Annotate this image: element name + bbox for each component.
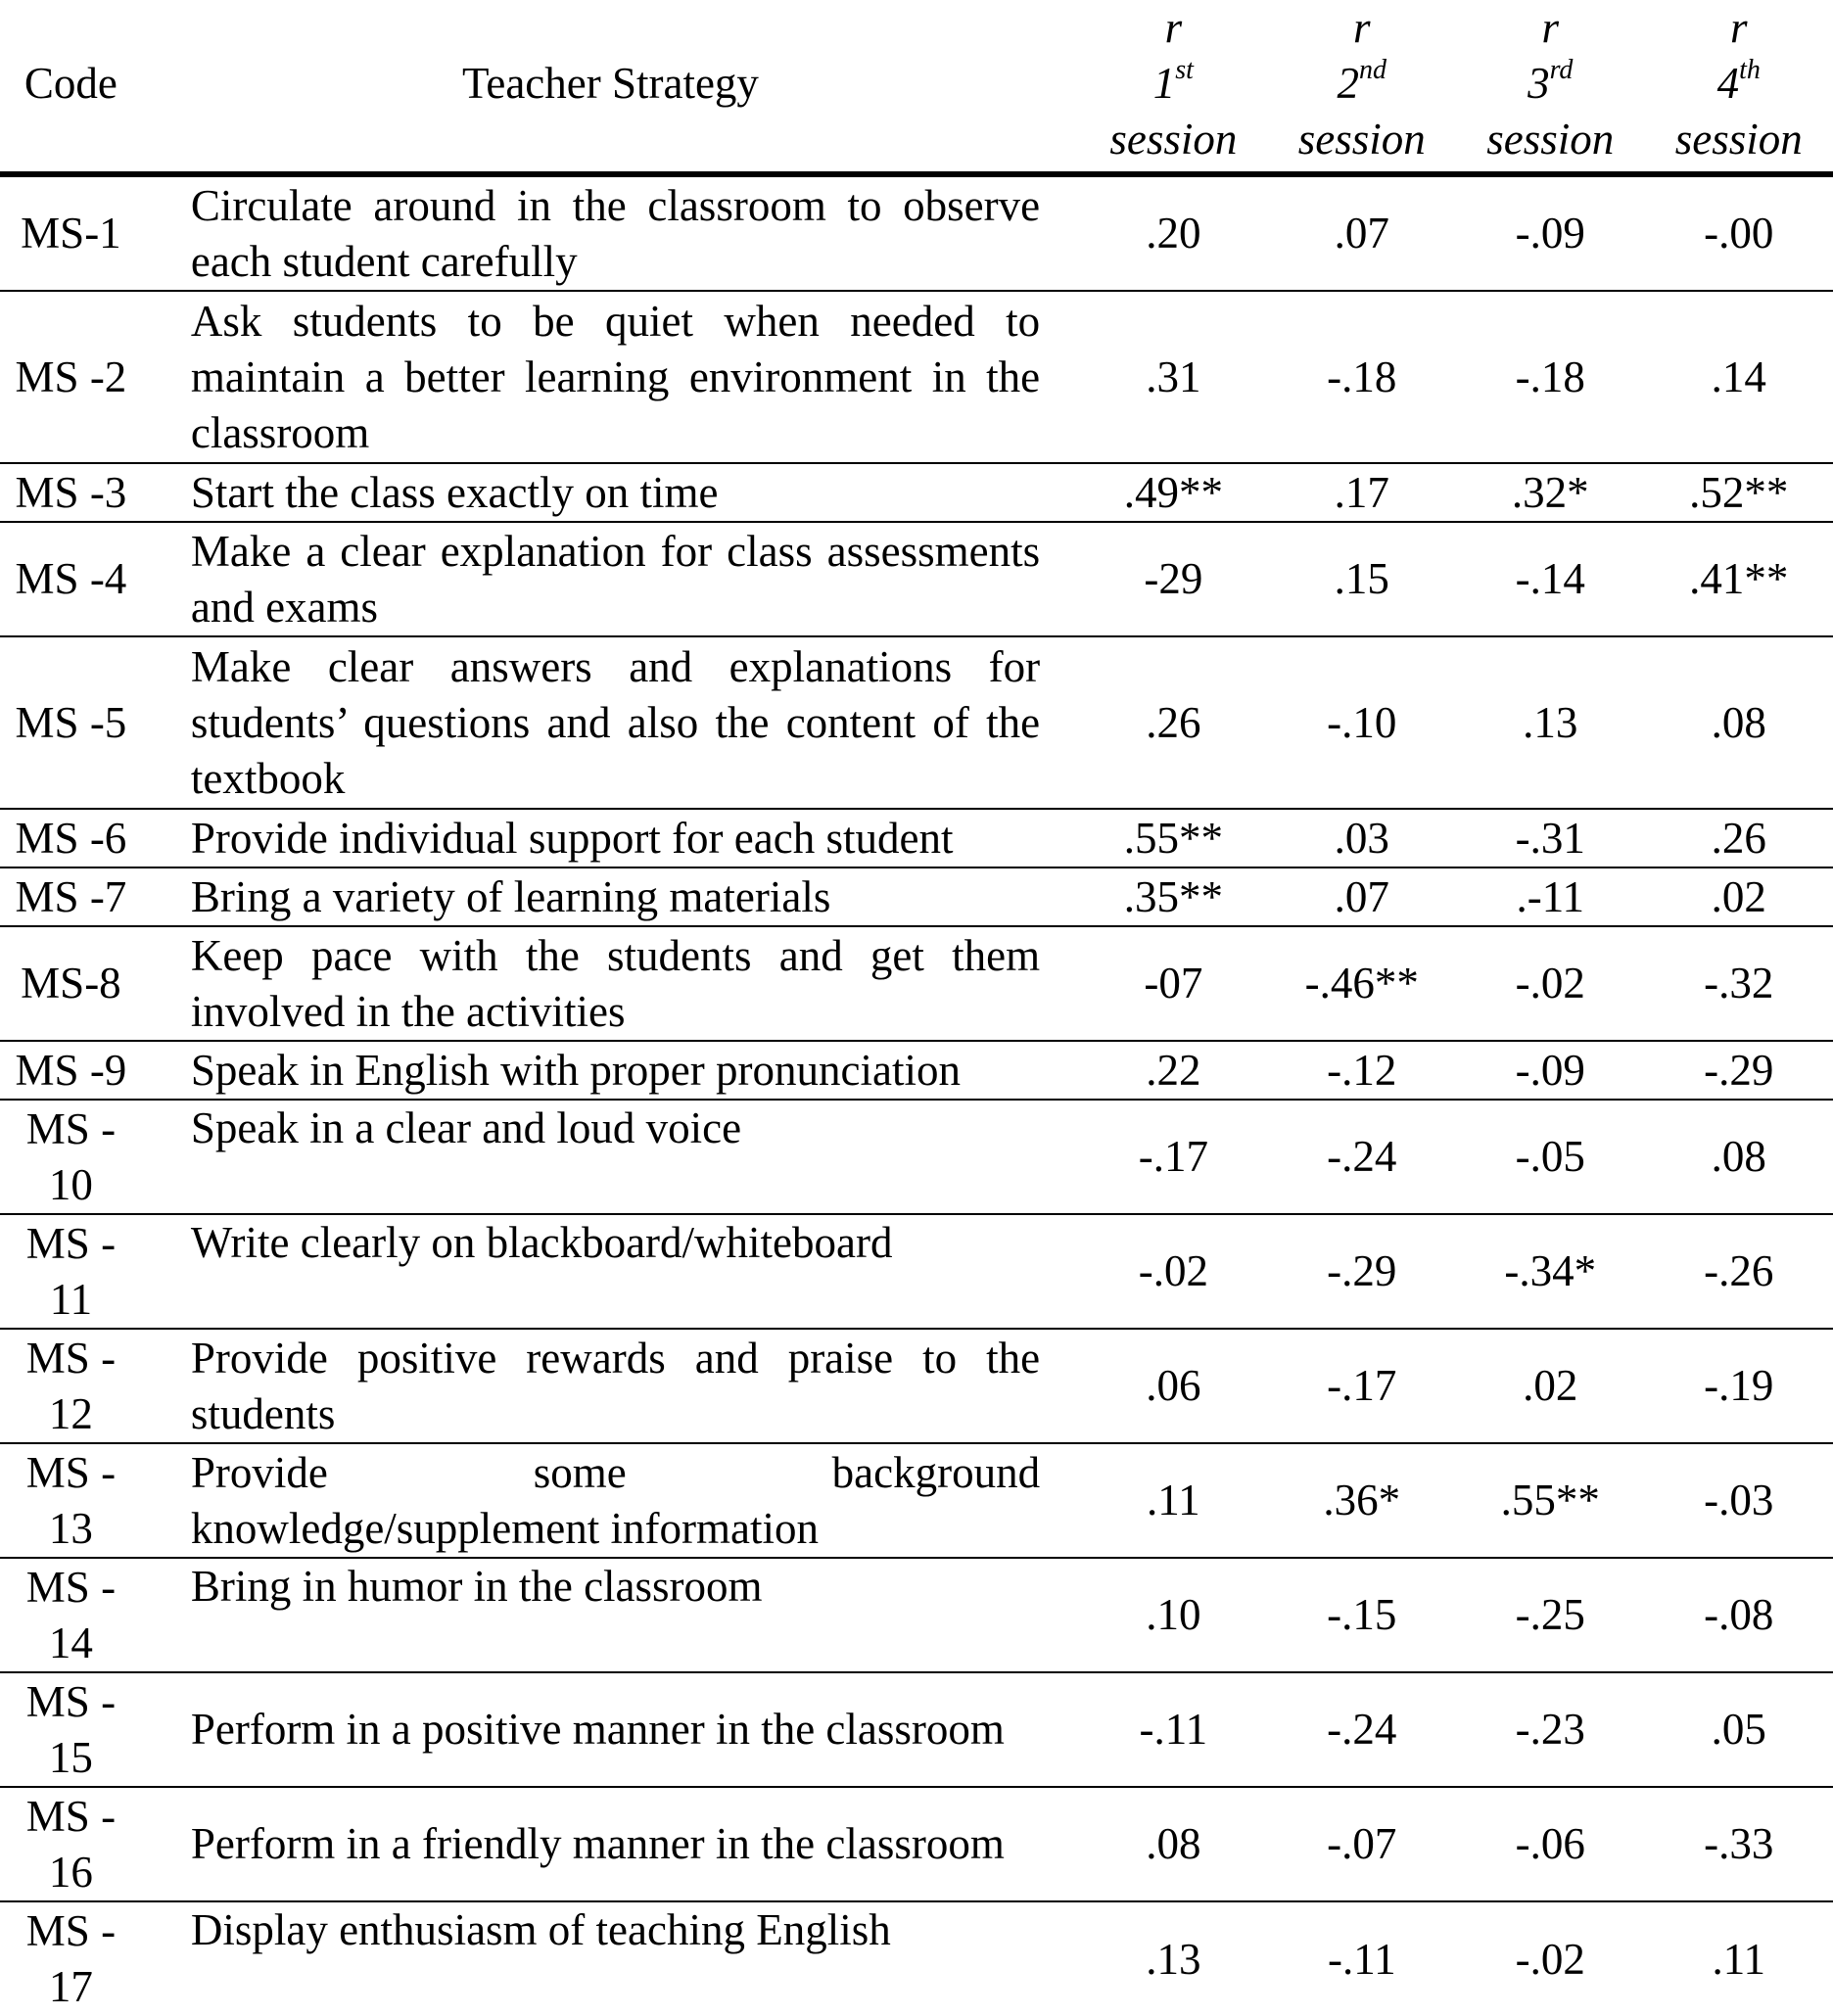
table-row bbox=[0, 636, 1833, 809]
row-value-session-4: -.33 bbox=[1704, 1819, 1774, 1868]
header-ordinal-suffix: rd bbox=[1549, 55, 1574, 85]
row-value-session-4: .26 bbox=[1711, 813, 1766, 863]
row-value-session-2: -.17 bbox=[1327, 1361, 1397, 1410]
header-session-label: session bbox=[1297, 115, 1426, 164]
table-row bbox=[0, 291, 1833, 463]
header-session-label: session bbox=[1109, 115, 1238, 164]
row-value-session-1: -07 bbox=[1144, 959, 1203, 1008]
header-r-symbol: r bbox=[1164, 3, 1183, 52]
row-value-session-1: .22 bbox=[1146, 1045, 1201, 1095]
row-strategy: Keep pace with the students and get them involved in the activities bbox=[190, 930, 1041, 1036]
row-value-session-1: .49** bbox=[1123, 467, 1223, 517]
row-value-session-1: .26 bbox=[1146, 697, 1201, 747]
row-value-session-4: .11 bbox=[1712, 1934, 1766, 1984]
row-value-session-3: .32* bbox=[1511, 467, 1589, 517]
header-session-3 bbox=[1456, 0, 1644, 174]
row-code: MS -3 bbox=[15, 467, 127, 517]
row-value-session-1: .11 bbox=[1147, 1476, 1200, 1524]
table-row bbox=[0, 463, 1833, 522]
row-strategy: Write clearly on blackboard/whiteboard bbox=[190, 1218, 893, 1267]
header-session-number: 2 bbox=[1337, 59, 1360, 108]
row-code: MS -5 bbox=[15, 697, 127, 747]
row-value-session-4: .14 bbox=[1711, 352, 1766, 401]
row-value-session-2: .07 bbox=[1334, 209, 1389, 258]
row-value-session-3: -.05 bbox=[1515, 1132, 1585, 1181]
row-value-session-1: -.17 bbox=[1138, 1132, 1208, 1181]
row-value-session-2: -.46** bbox=[1304, 959, 1419, 1008]
row-value-session-3: .-11 bbox=[1516, 871, 1585, 921]
row-value-session-3: -.09 bbox=[1515, 209, 1585, 258]
row-value-session-1: .35** bbox=[1123, 871, 1223, 921]
table-row bbox=[0, 522, 1833, 636]
row-value-session-3: .55** bbox=[1500, 1476, 1600, 1524]
row-strategy: Bring in humor in the classroom bbox=[190, 1562, 763, 1611]
row-strategy: Speak in a clear and loud voice bbox=[190, 1103, 742, 1152]
row-value-session-4: -.32 bbox=[1704, 959, 1774, 1008]
header-strategy: Teacher Strategy bbox=[462, 59, 759, 108]
header-session-label: session bbox=[1486, 115, 1615, 164]
row-value-session-2: -.15 bbox=[1327, 1590, 1397, 1639]
row-strategy: Perform in a friendly manner in the classroom bbox=[190, 1819, 1005, 1868]
row-code: MS - 12 bbox=[25, 1333, 117, 1438]
row-value-session-2: .36* bbox=[1323, 1476, 1401, 1524]
row-value-session-1: .20 bbox=[1146, 209, 1201, 258]
table-row bbox=[0, 1100, 1833, 1214]
table-row bbox=[0, 1558, 1833, 1672]
row-value-session-2: .03 bbox=[1334, 813, 1389, 863]
row-value-session-1: -29 bbox=[1144, 554, 1203, 603]
row-value-session-2: -.24 bbox=[1327, 1705, 1397, 1754]
row-strategy: Speak in English with proper pronunciation bbox=[190, 1045, 961, 1095]
table-row bbox=[0, 1672, 1833, 1787]
row-value-session-3: -.34* bbox=[1504, 1246, 1597, 1295]
table-row bbox=[0, 1214, 1833, 1329]
row-value-session-3: -.06 bbox=[1515, 1819, 1585, 1868]
row-value-session-3: -.02 bbox=[1515, 1934, 1585, 1984]
table-row bbox=[0, 809, 1833, 867]
row-value-session-2: -.11 bbox=[1328, 1934, 1396, 1984]
row-value-session-4: -.03 bbox=[1704, 1476, 1774, 1524]
table-row bbox=[0, 1329, 1833, 1443]
row-value-session-2: -.18 bbox=[1327, 352, 1397, 401]
row-value-session-4: .41** bbox=[1689, 554, 1789, 603]
row-code: MS - 10 bbox=[25, 1103, 117, 1209]
table-row bbox=[0, 1787, 1833, 1901]
row-value-session-1: -.02 bbox=[1138, 1246, 1208, 1295]
row-value-session-2: -.29 bbox=[1327, 1246, 1397, 1295]
table-row bbox=[0, 1041, 1833, 1100]
header-session-1 bbox=[1079, 0, 1267, 174]
header-ordinal-suffix: st bbox=[1175, 55, 1194, 85]
row-value-session-3: .13 bbox=[1523, 697, 1578, 747]
row-value-session-1: .31 bbox=[1146, 352, 1201, 401]
row-strategy: Provide some background knowledge/supplement information bbox=[190, 1447, 1041, 1553]
header-ordinal-suffix: th bbox=[1739, 55, 1761, 85]
row-value-session-2: .07 bbox=[1334, 871, 1389, 921]
table-row bbox=[0, 174, 1833, 291]
row-value-session-4: .02 bbox=[1711, 871, 1766, 921]
header-code: Code bbox=[24, 59, 118, 108]
header-ordinal-suffix: nd bbox=[1359, 55, 1387, 85]
row-code: MS -4 bbox=[15, 554, 127, 603]
row-code: MS-1 bbox=[21, 209, 121, 258]
row-code: MS - 14 bbox=[25, 1562, 117, 1667]
row-code: MS - 17 bbox=[25, 1906, 117, 2011]
row-code: MS - 15 bbox=[25, 1676, 117, 1782]
header-session-number: 4 bbox=[1716, 59, 1740, 108]
header-session-number: 3 bbox=[1528, 59, 1550, 108]
row-value-session-4: -.19 bbox=[1704, 1361, 1774, 1410]
row-value-session-3: -.09 bbox=[1515, 1045, 1585, 1095]
row-code: MS -7 bbox=[15, 871, 127, 921]
table-row bbox=[0, 1443, 1833, 1558]
row-strategy: Ask students to be quiet when needed to maintain a better learning environment in the classroom bbox=[190, 296, 1041, 457]
row-value-session-1: .13 bbox=[1146, 1934, 1201, 1984]
row-value-session-3: -.14 bbox=[1515, 554, 1585, 603]
row-value-session-2: -.24 bbox=[1327, 1132, 1397, 1181]
row-value-session-1: .08 bbox=[1146, 1819, 1201, 1868]
header-row bbox=[0, 0, 1833, 174]
row-value-session-3: .02 bbox=[1523, 1361, 1578, 1410]
row-code: MS -9 bbox=[15, 1045, 127, 1095]
row-strategy: Display enthusiasm of teaching English bbox=[190, 1905, 891, 1954]
row-strategy: Make clear answers and explanations for students’ questions and also the content of the textbook bbox=[190, 641, 1041, 803]
row-value-session-4: .05 bbox=[1711, 1705, 1766, 1754]
row-value-session-3: -.25 bbox=[1515, 1590, 1585, 1639]
row-value-session-3: -.31 bbox=[1515, 813, 1585, 863]
table-row bbox=[0, 926, 1833, 1041]
header-session-2 bbox=[1268, 0, 1456, 174]
row-strategy: Circulate around in the classroom to observe each student carefully bbox=[190, 180, 1041, 286]
row-code: MS - 16 bbox=[25, 1791, 117, 1897]
header-r-symbol: r bbox=[1541, 3, 1559, 52]
row-strategy: Perform in a positive manner in the classroom bbox=[190, 1705, 1005, 1754]
row-value-session-4: -.08 bbox=[1704, 1590, 1774, 1639]
row-value-session-4: -.26 bbox=[1704, 1246, 1774, 1295]
row-code: MS - 13 bbox=[25, 1447, 117, 1553]
row-value-session-4: -.29 bbox=[1704, 1045, 1774, 1095]
header-session-label: session bbox=[1674, 115, 1803, 164]
table-row bbox=[0, 1901, 1833, 2016]
row-value-session-1: .55** bbox=[1123, 813, 1223, 863]
row-strategy: Provide positive rewards and praise to the students bbox=[190, 1333, 1041, 1438]
row-code: MS-8 bbox=[21, 959, 121, 1008]
row-value-session-2: -.07 bbox=[1327, 1819, 1397, 1868]
header-r-symbol: r bbox=[1353, 3, 1371, 52]
row-code: MS -2 bbox=[15, 352, 127, 401]
row-value-session-4: .08 bbox=[1711, 697, 1766, 747]
row-value-session-1: .10 bbox=[1146, 1590, 1201, 1639]
row-value-session-1: -.11 bbox=[1139, 1705, 1208, 1754]
row-value-session-4: -.00 bbox=[1704, 209, 1774, 258]
row-value-session-4: .52** bbox=[1689, 467, 1789, 517]
row-strategy: Start the class exactly on time bbox=[190, 467, 719, 517]
row-value-session-3: -.02 bbox=[1515, 959, 1585, 1008]
row-code: MS - 11 bbox=[25, 1218, 117, 1324]
header-r-symbol: r bbox=[1729, 3, 1748, 52]
table-row bbox=[0, 867, 1833, 926]
row-strategy: Make a clear explanation for class assessments and exams bbox=[190, 526, 1041, 632]
header-session-number: 1 bbox=[1152, 59, 1176, 108]
row-code: MS -6 bbox=[15, 813, 127, 863]
header-session-4 bbox=[1644, 0, 1833, 174]
row-value-session-3: -.18 bbox=[1515, 352, 1585, 401]
row-value-session-2: -.10 bbox=[1327, 697, 1397, 747]
row-strategy: Bring a variety of learning materials bbox=[190, 871, 831, 921]
row-value-session-3: -.23 bbox=[1515, 1705, 1585, 1754]
row-strategy: Provide individual support for each student bbox=[190, 813, 954, 863]
row-value-session-2: .15 bbox=[1334, 554, 1389, 603]
row-value-session-2: -.12 bbox=[1327, 1045, 1397, 1095]
row-value-session-4: .08 bbox=[1711, 1132, 1766, 1181]
row-value-session-1: .06 bbox=[1146, 1361, 1201, 1410]
row-value-session-2: .17 bbox=[1334, 467, 1389, 517]
